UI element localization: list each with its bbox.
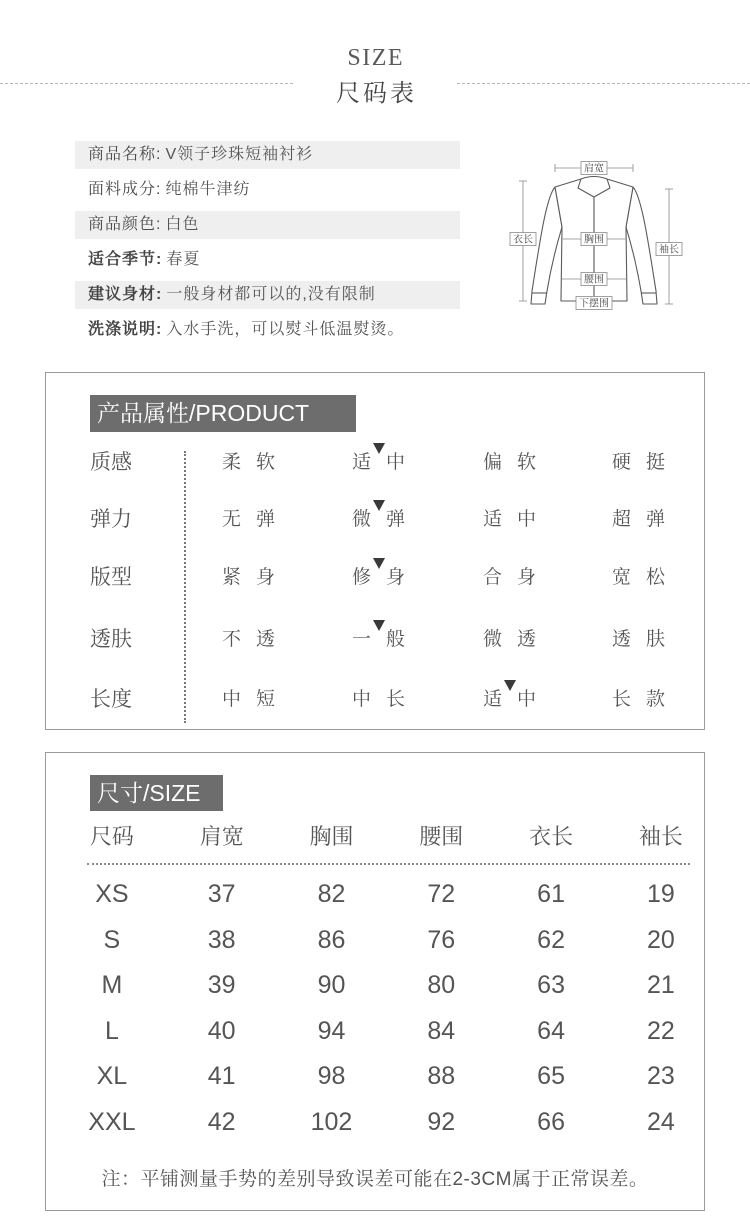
attribute-option xyxy=(352,448,408,478)
selected-marker-icon xyxy=(373,500,385,511)
option-char: 透 xyxy=(612,629,632,650)
chest-cell: 94 xyxy=(317,1016,346,1045)
info-row-washing xyxy=(75,316,460,344)
info-value: 纯棉牛津纺 xyxy=(165,181,251,198)
option-char: 一 xyxy=(352,629,372,650)
attribute-option xyxy=(352,685,408,715)
info-row-product-name xyxy=(75,141,460,169)
attribute-row-fit xyxy=(90,563,690,593)
option-char: 长 xyxy=(386,689,406,710)
size-cell: XXL xyxy=(88,1108,136,1136)
sleeve-cell: 20 xyxy=(646,925,675,954)
option-char: 宽 xyxy=(612,567,632,588)
option-char: 弹 xyxy=(386,509,406,530)
option-char: 适 xyxy=(483,509,503,530)
attribute-option xyxy=(612,505,668,535)
length-cell: 61 xyxy=(537,880,565,908)
selected-marker-icon xyxy=(373,443,385,454)
attribute-option xyxy=(483,625,539,655)
shoulder-width-label: 肩宽 xyxy=(584,163,604,175)
option-char: 硬 xyxy=(612,452,632,473)
shoulder-cell: 42 xyxy=(207,1108,236,1136)
waist-label: 腰围 xyxy=(584,274,604,286)
sleeve-cell: 21 xyxy=(646,971,675,1000)
table-row xyxy=(57,1009,716,1055)
shirt-measurement-diagram xyxy=(505,155,690,315)
size-table-dotted-divider xyxy=(87,863,690,865)
attribute-option xyxy=(612,685,668,715)
length-cell: 64 xyxy=(537,1016,565,1045)
selected-marker-icon xyxy=(373,558,385,569)
size-cell: L xyxy=(104,1016,119,1045)
right-sleeve-shape xyxy=(626,187,657,304)
option-char: 挺 xyxy=(646,452,666,473)
option-char: 超 xyxy=(612,509,632,530)
option-char: 肤 xyxy=(646,629,666,650)
length-label: 衣长 xyxy=(513,234,533,246)
chest-cell: 90 xyxy=(317,971,346,1000)
hem-label: 下摆围 xyxy=(579,298,609,310)
shoulder-cell: 38 xyxy=(207,925,236,954)
info-row-color xyxy=(75,211,460,239)
option-char: 身 xyxy=(386,567,406,588)
size-table-header xyxy=(57,822,716,852)
waist-cell: 76 xyxy=(427,925,456,954)
shoulder-cell: 39 xyxy=(207,971,236,1000)
attribute-option xyxy=(222,448,278,478)
option-char: 中 xyxy=(352,689,372,710)
chest-cell: 82 xyxy=(317,880,346,908)
sleeve-cell: 23 xyxy=(646,1062,675,1091)
size-title-english: SIZE xyxy=(347,45,405,71)
option-char: 软 xyxy=(517,452,537,473)
attribute-option xyxy=(612,625,668,655)
size-title-chinese: 尺码表 xyxy=(336,80,417,107)
sleeve-cell: 19 xyxy=(646,880,675,908)
attribute-label: 版型 xyxy=(90,566,132,589)
info-row-season xyxy=(75,246,460,274)
option-char: 透 xyxy=(256,629,276,650)
header-length: 衣长 xyxy=(529,824,574,849)
length-cell: 66 xyxy=(537,1108,565,1136)
waist-cell: 92 xyxy=(427,1108,456,1136)
sleeve-length-label: 袖长 xyxy=(659,244,679,256)
option-char: 长 xyxy=(612,689,632,710)
selected-marker-icon xyxy=(373,620,385,631)
measurement-note: 注：平铺测量手势的差别导致误差可能在2-3CM属于正常误差。 xyxy=(101,1169,649,1190)
size-cell: S xyxy=(103,925,121,954)
table-row xyxy=(57,963,716,1009)
table-row xyxy=(57,1054,716,1100)
info-value: 入水手洗，可以熨斗低温熨烫。 xyxy=(166,321,405,338)
option-char: 中 xyxy=(386,452,406,473)
chest-label: 胸围 xyxy=(584,234,604,246)
table-row xyxy=(57,918,716,964)
attribute-option xyxy=(222,563,278,593)
header-shoulder: 肩宽 xyxy=(199,824,244,849)
option-char: 款 xyxy=(646,689,666,710)
option-char: 透 xyxy=(517,629,537,650)
option-char: 微 xyxy=(483,629,503,650)
chest-cell: 102 xyxy=(310,1108,353,1136)
attribute-row-texture xyxy=(90,448,690,478)
length-cell: 63 xyxy=(537,971,565,1000)
attribute-option xyxy=(483,448,539,478)
info-value: 春夏 xyxy=(166,251,201,268)
attribute-option xyxy=(222,505,278,535)
attribute-label: 弹力 xyxy=(90,508,132,531)
attribute-label: 质感 xyxy=(90,451,132,474)
info-row-body-type xyxy=(75,281,460,309)
table-row xyxy=(57,872,716,918)
attribute-option xyxy=(352,563,408,593)
info-label: 洗涤说明: xyxy=(88,321,163,338)
size-cell: XS xyxy=(95,880,129,908)
info-label: 面料成分: xyxy=(88,181,162,198)
waist-cell: 80 xyxy=(427,971,456,1000)
table-row xyxy=(57,1100,716,1146)
attribute-option xyxy=(352,625,408,655)
info-label: 商品颜色: xyxy=(88,216,162,233)
option-char: 中 xyxy=(517,689,537,710)
header-chest: 胸围 xyxy=(309,824,354,849)
option-char: 软 xyxy=(256,452,276,473)
size-cell: XL xyxy=(96,1062,128,1091)
attribute-option xyxy=(222,625,278,655)
sleeve-cell: 22 xyxy=(646,1016,675,1045)
option-char: 中 xyxy=(222,689,242,710)
size-table-title: 尺寸/SIZE xyxy=(90,775,223,811)
info-value: 一般身材都可以的,没有限制 xyxy=(166,286,376,303)
option-char: 偏 xyxy=(483,452,503,473)
attribute-label: 长度 xyxy=(90,688,132,711)
attribute-option xyxy=(222,685,278,715)
header-size: 尺码 xyxy=(89,824,134,849)
info-label: 建议身材: xyxy=(88,286,163,303)
waist-cell: 72 xyxy=(427,880,456,908)
header-waist: 腰围 xyxy=(419,824,464,849)
attribute-option xyxy=(483,505,539,535)
option-char: 合 xyxy=(483,567,503,588)
option-char: 松 xyxy=(646,567,666,588)
info-value: V领子珍珠短袖衬衫 xyxy=(165,146,314,163)
attribute-row-elasticity xyxy=(90,505,690,535)
option-char: 微 xyxy=(352,509,372,530)
header-sleeve: 袖长 xyxy=(638,824,683,849)
option-char: 不 xyxy=(222,629,242,650)
sleeve-cell: 24 xyxy=(646,1108,675,1136)
size-cell: M xyxy=(101,971,123,1000)
option-char: 弹 xyxy=(646,509,666,530)
info-label: 适合季节: xyxy=(88,251,163,268)
info-value: 白色 xyxy=(165,216,200,233)
chest-cell: 86 xyxy=(317,925,346,954)
option-char: 中 xyxy=(517,509,537,530)
attribute-option xyxy=(352,505,408,535)
chest-cell: 98 xyxy=(317,1062,346,1091)
attribute-option xyxy=(483,685,539,715)
option-char: 般 xyxy=(386,629,406,650)
length-cell: 62 xyxy=(537,925,565,954)
option-char: 身 xyxy=(256,567,276,588)
selected-marker-icon xyxy=(504,680,516,691)
option-char: 适 xyxy=(483,689,503,710)
option-char: 无 xyxy=(222,509,242,530)
attribute-option xyxy=(612,448,668,478)
length-cell: 65 xyxy=(537,1062,565,1091)
waist-cell: 88 xyxy=(427,1062,456,1091)
option-char: 身 xyxy=(517,567,537,588)
waist-cell: 84 xyxy=(427,1016,456,1045)
shoulder-cell: 41 xyxy=(207,1062,236,1091)
info-label: 商品名称: xyxy=(88,146,162,163)
attribute-row-transparency xyxy=(90,625,690,655)
option-char: 弹 xyxy=(256,509,276,530)
option-char: 修 xyxy=(352,567,372,588)
attribute-row-length xyxy=(90,685,690,715)
option-char: 适 xyxy=(352,452,372,473)
attribute-option xyxy=(612,563,668,593)
attribute-label: 透肤 xyxy=(90,628,132,651)
info-row-fabric xyxy=(75,176,460,204)
option-char: 短 xyxy=(256,689,276,710)
shoulder-cell: 40 xyxy=(207,1016,236,1045)
option-char: 柔 xyxy=(222,452,242,473)
shoulder-cell: 37 xyxy=(207,880,236,908)
product-attributes-title: 产品属性/PRODUCT xyxy=(90,395,356,432)
attribute-option xyxy=(483,563,539,593)
option-char: 紧 xyxy=(222,567,242,588)
